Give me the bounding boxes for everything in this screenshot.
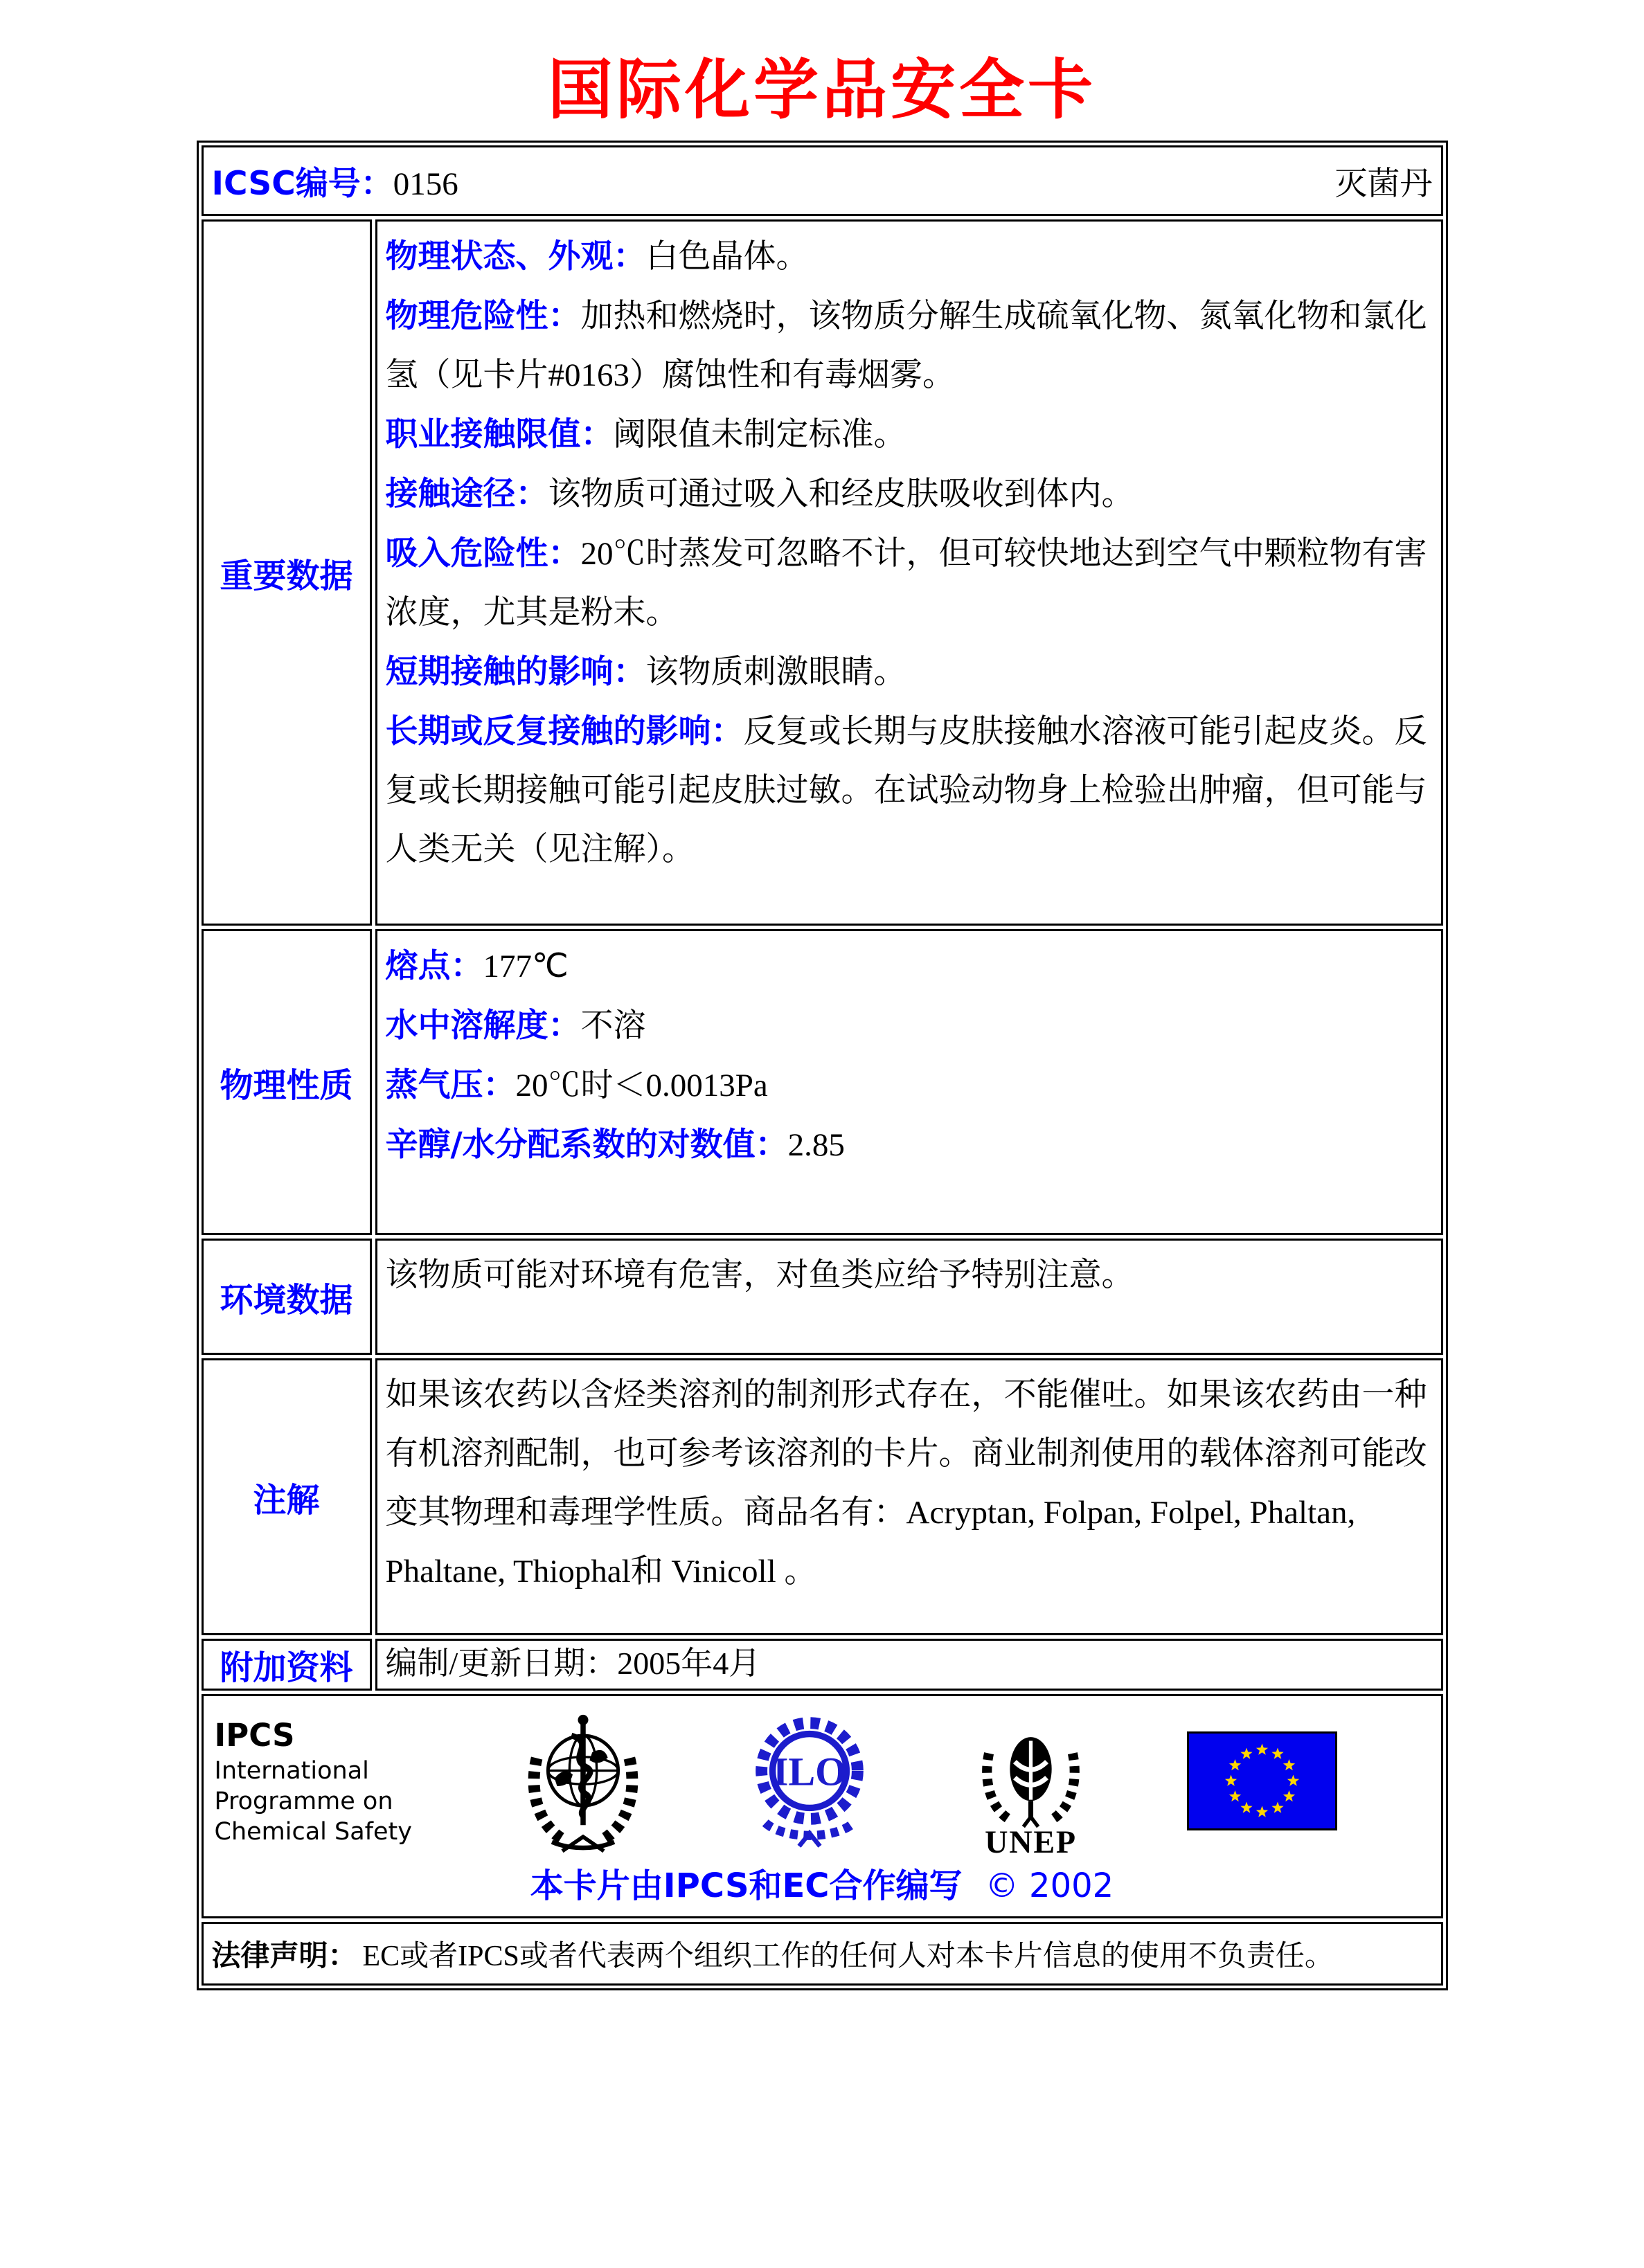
field-label: 短期接触的影响： [385,653,646,691]
field-label: 蒸气压： [385,1066,516,1104]
legal-label: 法律声明： [211,1938,357,1972]
header-cell [202,145,1443,216]
important-data-row [202,219,1443,926]
icsc-card [197,141,1448,1990]
ilo-logo-text: ILO [772,1749,847,1794]
field-line [386,1056,1427,1115]
field-value: 2.85 [787,1127,845,1163]
important-data-label: 重要数据 [202,219,372,926]
field-label: 物理危险性： [385,297,581,335]
environmental-data-content: 该物质可能对环境有危害，对鱼类应给予特别注意。 [375,1239,1443,1355]
cooperation-caption [204,1859,1441,1911]
eu-flag-icon [1187,1731,1337,1830]
physical-properties-label: 物理性质 [202,929,372,1235]
logos-row [202,1694,1443,1918]
field-label: 熔点： [385,947,483,985]
important-data-content [375,219,1443,926]
field-line [386,227,1427,287]
legal-row [202,1922,1443,1986]
header-row [202,145,1443,216]
field-line [386,465,1427,524]
ipcs-line: Programme on [214,1787,393,1815]
additional-info-content [375,1639,1443,1691]
field-label: 吸入危险性： [385,534,581,573]
field-line [386,287,1427,405]
logo-strip [204,1703,1441,1859]
ipcs-name: IPCS [214,1716,295,1754]
field-label: 接触途径： [385,475,548,513]
physical-properties-content [375,929,1443,1235]
legal-text: EC或者IPCS或者代表两个组织工作的任何人对本卡片信息的使用不负责任。 [362,1941,1334,1972]
field-label: 职业接触限值： [385,415,614,453]
unep-logo-text: UNEP [985,1824,1078,1857]
logos-cell [202,1694,1443,1918]
ipcs-line: Chemical Safety [214,1817,412,1846]
ipcs-line: International [214,1756,369,1785]
field-line [386,937,1427,996]
unep-logo-icon [967,1705,1095,1857]
field-label: 辛醇/水分配系数的对数值： [385,1126,788,1164]
field-value: 该物质可通过吸入和经皮肤吸收到体内。 [548,476,1134,512]
field-line [386,1115,1427,1175]
field-line [386,996,1427,1056]
physical-properties-row [202,929,1443,1235]
field-value: 20℃时蒸发可忽略不计，但可较快地达到空气中颗粒物有害浓度，尤其是粉末。 [385,536,1427,631]
field-label: 物理状态、外观： [385,237,646,276]
field-value: 阈限值未制定标准。 [613,417,906,453]
field-value: 2005年4月 [617,1646,761,1681]
ilo-logo-icon [744,1709,875,1854]
field-value: 该物质刺激眼睛。 [645,654,906,690]
field-value: 加热和燃烧时，该物质分解生成硫氧化物、氮氧化物和氯化氢（见卡片#0163）腐蚀性和有毒烟雾。 [385,298,1427,393]
icsc-number-label: ICSC编号： [211,164,393,203]
field-label: 水中溶解度： [385,1007,581,1045]
field-value: 20℃时＜0.0013Pa [515,1068,768,1104]
field-line [386,642,1427,702]
notes-content: 如果该农药以含烃类溶剂的制剂形式存在，不能催吐。如果该农药由一种有机溶剂配制，也可参考该溶剂的卡片。商业制剂使用的载体溶剂可能改变其物理和毒理学性质。商品名有：Acryptan, Folpan, Folpel, Phaltan, Phaltane, Thiophal和 Vinicoll 。 [375,1358,1443,1635]
field-value: 177℃ [483,948,569,984]
field-value: 反复或长期与皮肤接触水溶液可能引起皮炎。反复或长期接触可能引起皮肤过敏。在试验动物身上检验出肿瘤，但可能与人类无关（见注解）。 [385,714,1427,867]
environmental-data-label: 环境数据 [202,1239,372,1355]
notes-row [202,1358,1443,1635]
icsc-number-value: 0156 [393,165,458,202]
field-label: 长期或反复接触的影响： [385,712,744,750]
additional-info-label: 附加资料 [202,1639,372,1691]
icsc-number-group [212,158,458,204]
field-line [386,702,1427,879]
copyright-text: © 2002 [985,1866,1114,1905]
field-label: 编制/更新日期： [385,1646,618,1681]
field-value: 白色晶体。 [645,239,809,275]
page-title: 国际化学品安全卡 [547,52,1096,128]
field-line [386,405,1427,465]
who-logo-icon [514,1703,652,1859]
cooperation-caption-text: 本卡片由IPCS和EC合作编写 [530,1866,963,1905]
additional-info-row [202,1639,1443,1691]
legal-cell [202,1922,1443,1986]
field-value: 不溶 [580,1008,646,1044]
environmental-data-row [202,1239,1443,1355]
chemical-name: 灭菌丹 [1334,165,1433,202]
notes-label: 注解 [202,1358,372,1635]
ipcs-text-block [215,1716,422,1847]
field-line [386,524,1427,642]
